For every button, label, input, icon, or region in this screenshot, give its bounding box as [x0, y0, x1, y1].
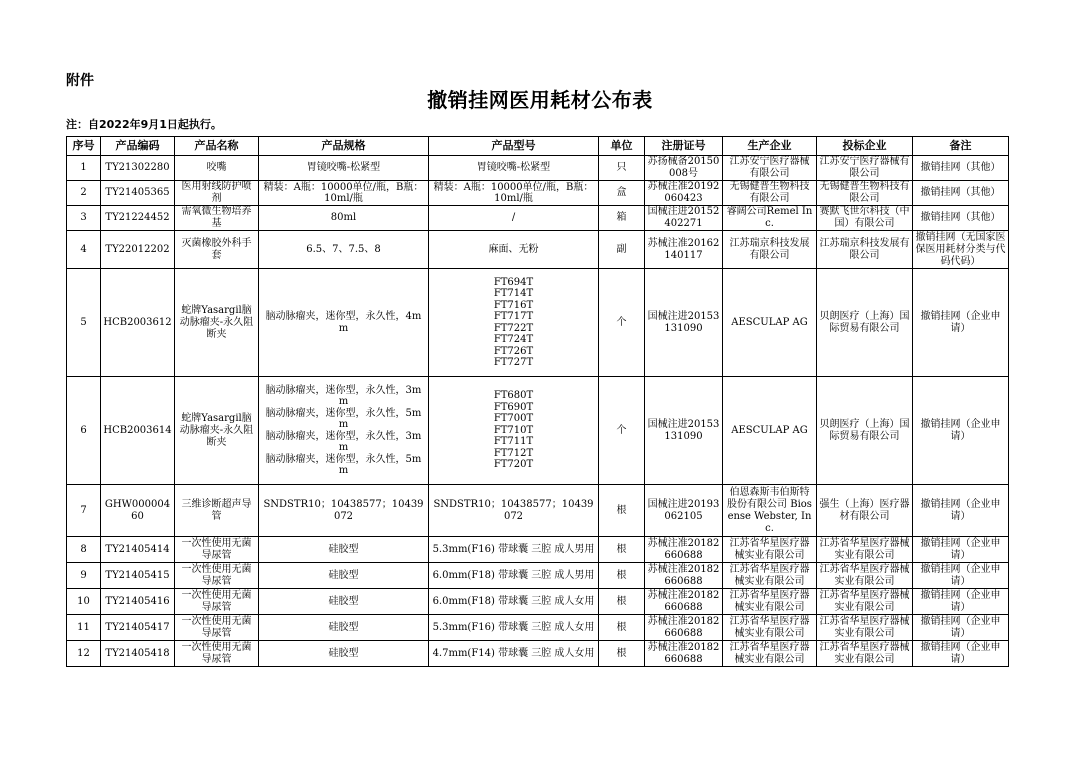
cell-unit: 盒 [599, 181, 645, 206]
cell-maker: 江苏省华星医疗器械实业有限公司 [723, 589, 817, 615]
cell-bidder: 江苏省华星医疗器械实业有限公司 [817, 537, 913, 563]
cell-no: 7 [67, 485, 101, 537]
cell-reg: 苏械注准20182660688 [645, 615, 723, 641]
cell-bidder: 强生（上海）医疗器材有限公司 [817, 485, 913, 537]
table-row [67, 563, 1009, 589]
cell-model-line: 胃镜咬嘴-松紧型 [476, 162, 551, 174]
header-spec: 产品规格 [259, 137, 429, 156]
cell-unit: 根 [599, 615, 645, 641]
cell-spec-line: 脑动脉瘤夹，迷你型，永久性，3mm [265, 430, 422, 453]
cell-model-line: 麻面、无粉 [488, 243, 539, 255]
cell-name: 一次性使用无菌导尿管 [175, 563, 259, 589]
cell-model-line: FT711T [493, 436, 534, 448]
cell-model-line: 精装：A瓶：10000单位/瓶，B瓶：10ml/瓶 [433, 181, 594, 204]
cell-model [429, 206, 599, 231]
cell-model-line: FT722T [493, 322, 534, 334]
cell-code: TY21224452 [101, 206, 175, 231]
cell-remark: 撤销挂网（企业申请） [913, 615, 1009, 641]
cell-model-line: FT710T [493, 424, 534, 436]
cell-model [429, 641, 599, 667]
cell-remark: 撤销挂网（企业申请） [913, 485, 1009, 537]
cell-remark: 撤销挂网（企业申请） [913, 537, 1009, 563]
cell-model-line: FT717T [493, 311, 534, 322]
cell-reg: 国械注进20153131090 [645, 377, 723, 485]
cell-no: 11 [67, 615, 101, 641]
cell-reg: 苏械注准20182660688 [645, 589, 723, 615]
cell-reg: 苏械注准20192060423 [645, 181, 723, 206]
cell-no: 12 [67, 641, 101, 667]
header-model: 产品型号 [429, 137, 599, 156]
cell-spec [259, 537, 429, 563]
header-reg: 注册证号 [645, 137, 723, 156]
cell-model-line: FT680T [493, 390, 534, 402]
cell-spec [259, 231, 429, 269]
table-row [67, 377, 1009, 485]
cell-maker: 江苏省华星医疗器械实业有限公司 [723, 537, 817, 563]
cell-model [429, 563, 599, 589]
cell-bidder: 江苏安宁医疗器械有限公司 [817, 156, 913, 181]
cell-reg: 苏械注准20182660688 [645, 537, 723, 563]
cell-no: 4 [67, 231, 101, 269]
cell-spec-line: 6.5、7、7.5、8 [306, 243, 381, 255]
table-row [67, 537, 1009, 563]
cell-model-line: FT712T [493, 447, 534, 459]
cell-model [429, 485, 599, 537]
cell-code: TY21405365 [101, 181, 175, 206]
header-unit: 单位 [599, 137, 645, 156]
cell-bidder: 江苏省华星医疗器械实业有限公司 [817, 641, 913, 667]
cell-model-line: / [511, 212, 516, 224]
cell-reg: 苏械注准20162140117 [645, 231, 723, 269]
table-row [67, 641, 1009, 667]
header-row [67, 137, 1009, 156]
cell-no: 1 [67, 156, 101, 181]
cell-bidder: 江苏省华星医疗器械实业有限公司 [817, 615, 913, 641]
cell-spec [259, 485, 429, 537]
cell-code: TY21405418 [101, 641, 175, 667]
table-row [67, 231, 1009, 269]
cell-code: TY21405417 [101, 615, 175, 641]
cell-spec [259, 641, 429, 667]
cell-code: GHW00000460 [101, 485, 175, 537]
cell-name: 一次性使用无菌导尿管 [175, 615, 259, 641]
cell-spec-line: 脑动脉瘤夹，迷你型，永久性，5mm [265, 407, 422, 430]
cell-spec [259, 181, 429, 206]
cell-maker: 江苏瑞京科技发展有限公司 [723, 231, 817, 269]
cell-remark: 撤销挂网（其他） [913, 206, 1009, 231]
cell-no: 6 [67, 377, 101, 485]
cell-name: 蛇牌Yasargil脑动脉瘤夹-永久阻断夹 [175, 377, 259, 485]
cell-maker: 伯恩森斯韦伯斯特股份有限公司 Biosense Webster, Inc. [723, 485, 817, 537]
cell-spec-line: 脑动脉瘤夹，迷你型，永久性，5mm [265, 453, 422, 476]
table-row [67, 181, 1009, 206]
cell-maker: 江苏省华星医疗器械实业有限公司 [723, 641, 817, 667]
cell-unit: 根 [599, 563, 645, 589]
table-row [67, 589, 1009, 615]
cell-remark: 撤销挂网（无国家医保医用耗材分类与代码代码） [913, 231, 1009, 269]
cell-remark: 撤销挂网（其他） [913, 181, 1009, 206]
cell-unit: 个 [599, 377, 645, 485]
cell-unit: 副 [599, 231, 645, 269]
cell-model-line: FT690T [493, 401, 534, 413]
cell-reg: 苏械注准20182660688 [645, 641, 723, 667]
cell-unit: 根 [599, 485, 645, 537]
cell-name: 一次性使用无菌导尿管 [175, 641, 259, 667]
cell-code: HCB2003614 [101, 377, 175, 485]
cell-spec-line: 脑动脉瘤夹，迷你型，永久性，3mm [265, 384, 422, 407]
cell-code: TY21302280 [101, 156, 175, 181]
cell-maker: AESCULAP AG [723, 377, 817, 485]
cell-spec-line: SNDSTR10；10438577；10439072 [263, 499, 424, 522]
header-name: 产品名称 [175, 137, 259, 156]
cell-reg: 国械注进20153131090 [645, 269, 723, 377]
cell-spec [259, 563, 429, 589]
cell-spec-line: 精装：A瓶：10000单位/瓶，B瓶：10ml/瓶 [263, 181, 424, 204]
cell-model-line: FT714T [493, 288, 534, 299]
attachment-label: 附件 [66, 73, 94, 89]
cell-model [429, 156, 599, 181]
cell-spec [259, 589, 429, 615]
cell-name: 灭菌橡胶外科手套 [175, 231, 259, 269]
cell-unit: 只 [599, 156, 645, 181]
cell-unit: 根 [599, 589, 645, 615]
cell-spec-line: 硅胶型 [328, 621, 359, 633]
cell-name: 三维诊断超声导管 [175, 485, 259, 537]
cell-model [429, 269, 599, 377]
cell-spec [259, 377, 429, 485]
cell-model-line: FT716T [493, 299, 534, 311]
cell-reg: 国械注进20193062105 [645, 485, 723, 537]
cell-model [429, 181, 599, 206]
cell-bidder: 江苏省华星医疗器械实业有限公司 [817, 563, 913, 589]
cell-name: 需氧微生物培养基 [175, 206, 259, 231]
cell-bidder: 江苏瑞京科技发展有限公司 [817, 231, 913, 269]
cell-no: 9 [67, 563, 101, 589]
cell-spec [259, 156, 429, 181]
cell-model-line: FT726T [493, 345, 534, 357]
cell-spec-line: 硅胶型 [328, 543, 359, 555]
cell-code: TY22012202 [101, 231, 175, 269]
header-bidder: 投标企业 [817, 137, 913, 156]
cell-spec [259, 206, 429, 231]
cell-no: 2 [67, 181, 101, 206]
cell-model-line: 6.0mm(F18) 带球囊 三腔 成人男用 [432, 569, 595, 581]
cell-model-line: FT700T [493, 413, 534, 425]
cell-model-line: 6.0mm(F18) 带球囊 三腔 成人女用 [432, 595, 595, 607]
cell-maker: 江苏省华星医疗器械实业有限公司 [723, 563, 817, 589]
cell-bidder: 赛默飞世尔科技（中国）有限公司 [817, 206, 913, 231]
header-no: 序号 [67, 137, 101, 156]
table-row [67, 156, 1009, 181]
table-row [67, 485, 1009, 537]
cell-remark: 撤销挂网（企业申请） [913, 269, 1009, 377]
cell-model-line: FT724T [493, 334, 534, 345]
cell-code: TY21405414 [101, 537, 175, 563]
cell-reg: 苏扬械备20150008号 [645, 156, 723, 181]
cell-spec-line: 脑动脉瘤夹，迷你型，永久性，4mm [265, 311, 422, 334]
cell-spec-line: 硅胶型 [328, 595, 359, 607]
cell-bidder: 江苏省华星医疗器械实业有限公司 [817, 589, 913, 615]
cell-code: TY21405415 [101, 563, 175, 589]
cell-remark: 撤销挂网（企业申请） [913, 641, 1009, 667]
cell-remark: 撤销挂网（企业申请） [913, 377, 1009, 485]
cell-unit: 箱 [599, 206, 645, 231]
cell-model-line: FT720T [493, 459, 534, 471]
cell-maker: 无锡健普生物科技有限公司 [723, 181, 817, 206]
cell-model-line: 5.3mm(F16) 带球囊 三腔 成人男用 [432, 543, 595, 555]
revoked-supplies-table [66, 136, 1009, 667]
cell-no: 10 [67, 589, 101, 615]
cell-maker: 江苏安宁医疗器械有限公司 [723, 156, 817, 181]
table-row [67, 206, 1009, 231]
cell-no: 8 [67, 537, 101, 563]
cell-model-line: 5.3mm(F16) 带球囊 三腔 成人女用 [432, 621, 595, 633]
cell-maker: 江苏省华星医疗器械实业有限公司 [723, 615, 817, 641]
cell-name: 一次性使用无菌导尿管 [175, 589, 259, 615]
cell-bidder: 无锡健普生物科技有限公司 [817, 181, 913, 206]
cell-maker: 睿阔公司Remel Inc. [723, 206, 817, 231]
cell-model-line: FT727T [493, 357, 534, 368]
cell-name: 医用射线防护喷剂 [175, 181, 259, 206]
cell-bidder: 贝朗医疗（上海）国际贸易有限公司 [817, 269, 913, 377]
table-row [67, 615, 1009, 641]
cell-remark: 撤销挂网（企业申请） [913, 563, 1009, 589]
header-code: 产品编码 [101, 137, 175, 156]
cell-reg: 苏械注准20182660688 [645, 563, 723, 589]
cell-name: 咬嘴 [175, 156, 259, 181]
cell-unit: 个 [599, 269, 645, 377]
cell-spec-line: 硅胶型 [328, 569, 359, 581]
cell-spec-line: 胃镜咬嘴-松紧型 [306, 162, 381, 174]
cell-name: 一次性使用无菌导尿管 [175, 537, 259, 563]
cell-bidder: 贝朗医疗（上海）国际贸易有限公司 [817, 377, 913, 485]
cell-model [429, 231, 599, 269]
table-row [67, 269, 1009, 377]
cell-model-line: SNDSTR10；10438577；10439072 [433, 499, 594, 522]
cell-model-line: 4.7mm(F14) 带球囊 三腔 成人女用 [432, 647, 595, 659]
cell-spec-line: 80ml [330, 212, 357, 224]
cell-code: HCB2003612 [101, 269, 175, 377]
cell-unit: 根 [599, 641, 645, 667]
cell-model-line: FT694T [493, 276, 534, 288]
cell-unit: 根 [599, 537, 645, 563]
header-remark: 备注 [913, 137, 1009, 156]
cell-spec-line: 硅胶型 [328, 647, 359, 659]
cell-model [429, 615, 599, 641]
cell-model [429, 377, 599, 485]
cell-remark: 撤销挂网（其他） [913, 156, 1009, 181]
header-maker: 生产企业 [723, 137, 817, 156]
cell-no: 5 [67, 269, 101, 377]
page-title: 撤销挂网医用耗材公布表 [427, 88, 653, 112]
cell-model [429, 589, 599, 615]
cell-name: 蛇牌Yasargil脑动脉瘤夹-永久阻断夹 [175, 269, 259, 377]
cell-reg: 国械注进20152402271 [645, 206, 723, 231]
cell-maker: AESCULAP AG [723, 269, 817, 377]
cell-code: TY21405416 [101, 589, 175, 615]
cell-no: 3 [67, 206, 101, 231]
effective-date-note: 注：自2022年9月1日起执行。 [66, 118, 222, 131]
cell-model [429, 537, 599, 563]
cell-spec [259, 269, 429, 377]
cell-spec [259, 615, 429, 641]
cell-remark: 撤销挂网（企业申请） [913, 589, 1009, 615]
